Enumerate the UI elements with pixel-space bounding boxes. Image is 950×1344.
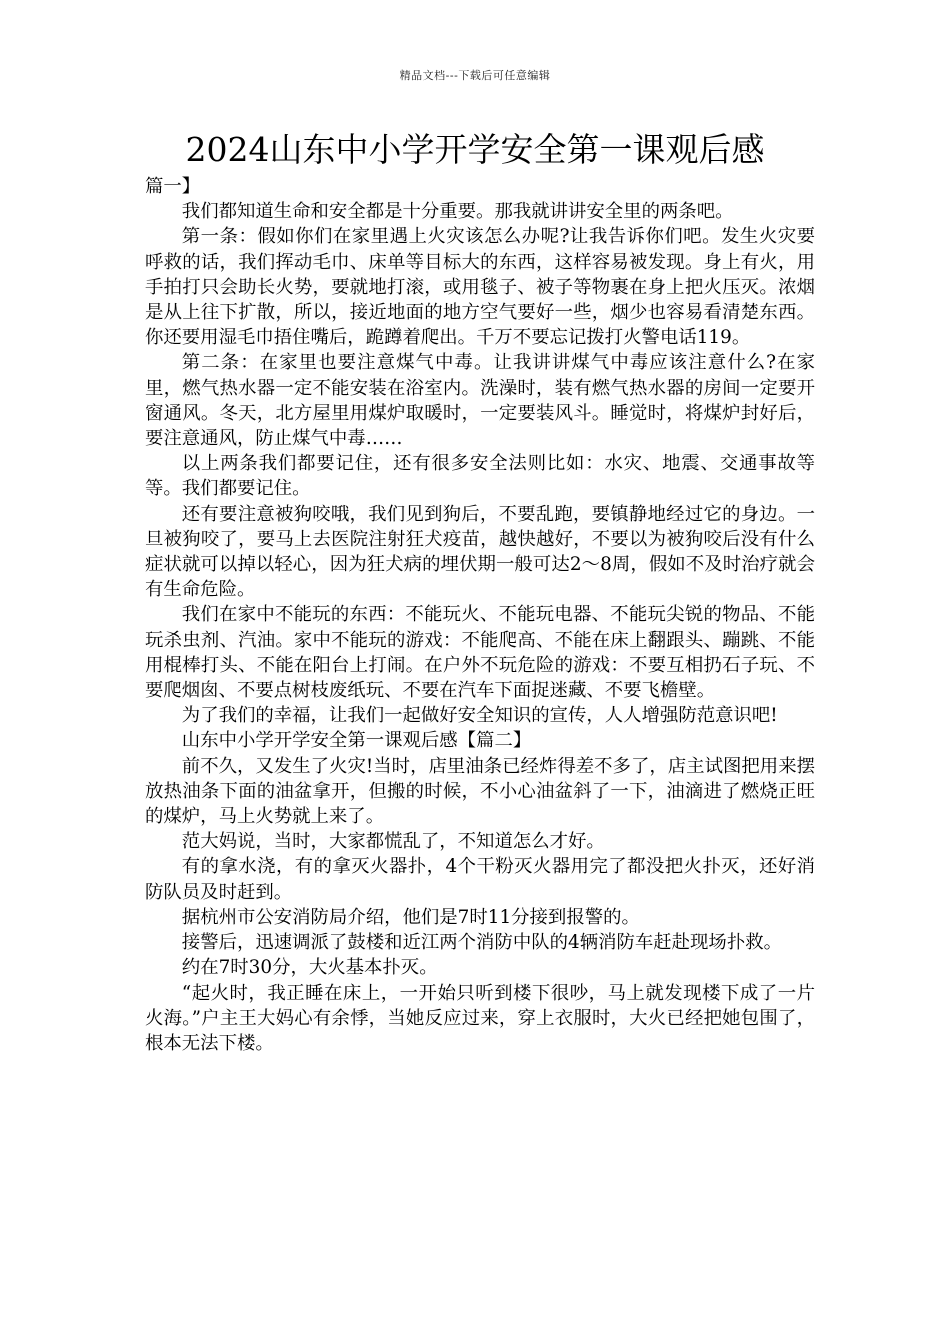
paragraph: 约在7时30分，大火基本扑灭。 [181, 957, 438, 979]
paragraph: 有的拿水浇，有的拿灭火器扑，4个干粉灭火器用完了都没把火扑灭，还好消防队员及时赶到。 [145, 856, 815, 903]
document-title: 2024山东中小学开学安全第一课观后感 [185, 130, 765, 169]
page-header-note: 精品文档---下载后可任意编辑 [399, 69, 551, 82]
section-heading: 山东中小学开学安全第一课观后感【篇二】 [181, 730, 532, 752]
section-label: 篇一】 [145, 176, 201, 197]
paragraph: 据杭州市公安消防局介绍，他们是7时11分接到报警的。 [181, 906, 640, 928]
paragraph: 前不久，又发生了火灾!当时，店里油条已经炸得差不多了，店主试图把用来摆放热油条下面的油盆拿开，但搬的时候，不小心油盆斜了一下，油滴进了燃烧正旺的煤炉，马上火势就上来了。 [145, 755, 815, 828]
paragraph: 我们都知道生命和安全都是十分重要。那我就讲讲安全里的两条吧。 [181, 201, 734, 223]
paragraph: 我们在家中不能玩的东西：不能玩火、不能玩电器、不能玩尖锐的物品、不能玩杀虫剂、汽油。家中不能玩的游戏：不能爬高、不能在床上翻跟头、蹦跳、不能用棍棒打头、不能在阳台上打闹。在户外不玩危险的游戏：不要互相扔石子玩、不要爬烟囱、不要点树枝废纸玩、不要在汽车下面捉迷藏、不要飞檐壁。 [145, 604, 815, 702]
document-body [145, 174, 815, 1056]
paragraph: 为了我们的幸福，让我们一起做好安全知识的宣传，人人增强防范意识吧! [181, 705, 778, 727]
paragraph: 范大妈说，当时，大家都慌乱了，不知道怎么才好。 [181, 831, 605, 853]
paragraph: 第二条：在家里也要注意煤气中毒。让我讲讲煤气中毒应该注意什么?在家里，燃气热水器一定不能安装在浴室内。洗澡时，装有燃气热水器的房间一定要开窗通风。冬天，北方屋里用煤炉取暖时，一定要装风斗。睡觉时，将煤炉封好后，要注意通风，防止煤气中毒…… [145, 352, 815, 450]
paragraph: 第一条：假如你们在家里遇上火灾该怎么办呢?让我告诉你们吧。发生火灾要呼救的话，我们挥动毛巾、床单等目标大的东西，这样容易被发现。身上有火，用手拍打只会助长火势，要就地打滚，或用毯子、被子等物裹在身上把火压灭。浓烟是从上往下扩散，所以，接近地面的地方空气要好一些，烟少也容易看清楚东西。你还要用湿毛巾捂住嘴后，跪蹲着爬出。千万不要忘记拨打火警电话119。 [145, 226, 815, 349]
paragraph: “起火时，我正睡在床上，一开始只听到楼下很吵，马上就发现楼下成了一片火海。”户主王大妈心有余悸，当她反应过来，穿上衣服时，大火已经把她包围了，根本无法下楼。 [145, 982, 815, 1054]
paragraph: 以上两条我们都要记住，还有很多安全法则比如：水灾、地震、交通事故等等。我们都要记住。 [145, 453, 815, 500]
paragraph: 接警后，迅速调派了鼓楼和近江两个消防中队的4辆消防车赶赴现场扑救。 [181, 932, 782, 954]
paragraph: 还有要注意被狗咬哦，我们见到狗后，不要乱跑，要镇静地经过它的身边。一旦被狗咬了，要马上去医院注射狂犬疫苗，越快越好，不要以为被狗咬后没有什么症状就可以掉以轻心，因为狂犬病的埋伏期一般可达2～8周，假如不及时治疗就会有生命危险。 [145, 503, 815, 601]
